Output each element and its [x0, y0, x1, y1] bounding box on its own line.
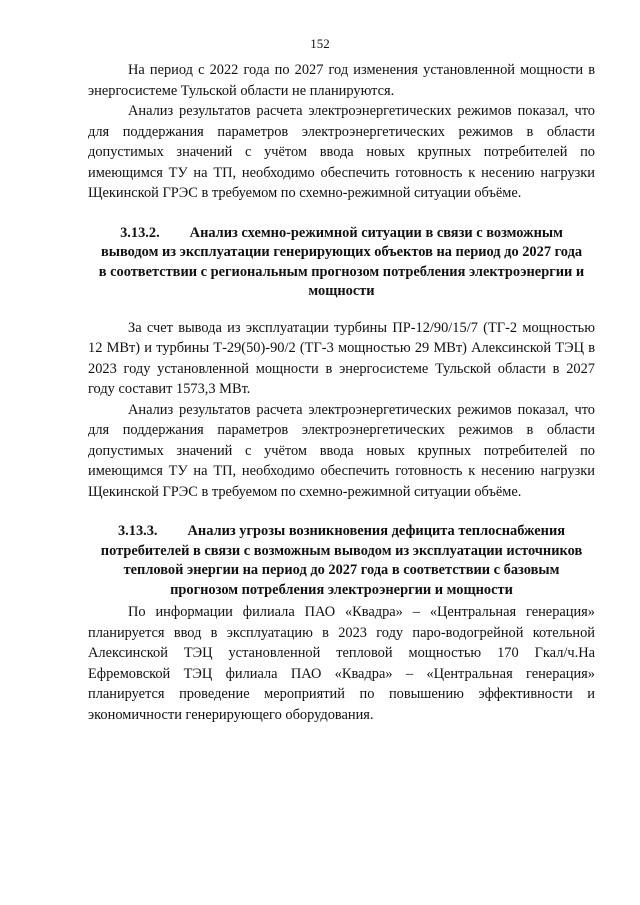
section-paragraph: За счет вывода из эксплуатации турбины ПР-12/90/15/7 (ТГ-2 мощностью 12 МВт) и турбины Т-29(50)-90/2 (ТГ-3 мощностью 29 МВт) Алексинской ТЭЦ в 2023 году установленной мощности в энергосистеме Тульской области в 2027 году составит 1573,3 МВт.: [88, 319, 595, 397]
section-heading: [88, 224, 595, 302]
section-title: Анализ угрозы возникновения дефицита теплоснабжения потребителей в связи с возможным выводом из эксплуатации источников тепловой энергии на период до 2027 года в соответствии с базовым прогнозом потребления электроэнергии и мощности: [100, 523, 583, 598]
section-3-13-2: [88, 224, 595, 503]
section-paragraph: Анализ результатов расчета электроэнергетических режимов показал, что для поддержания параметров электроэнергетических режимов в области допустимых значений с учётом ввода новых крупных потребителей по имеющимся ТУ на ТП, необходимо обеспечить готовность к несению нагрузки Щекинской ГРЭС в требуемом по схемно-режимной ситуации объёме.: [88, 401, 595, 500]
page-number: 152: [310, 36, 330, 51]
section-3-13-3: [88, 522, 595, 725]
section-number: 3.13.3.: [117, 523, 158, 539]
section-paragraph: По информации филиала ПАО «Квадра» – «Центральная генерация» планируется ввод в эксплуатацию в 2023 году паро-водогрейной котельной Алексинской ТЭЦ установленной тепловой мощностью 170 Гкал/ч.На Ефремовской ТЭЦ филиала ПАО «Квадра» – «Центральная генерация» планируется проведение мероприятий по повышению эффективности и экономичности генерирующего оборудования.: [88, 604, 595, 723]
section-title: Анализ схемно-режимной ситуации в связи с возможным выводом из эксплуатации генерирующих объектов на период до 2027 года в соответствии с региональным прогнозом потребления электроэнергии и мощности: [98, 224, 585, 299]
section-heading: [88, 522, 595, 600]
intro-paragraph: На период с 2022 года по 2027 год изменения установленной мощности в энергосистеме Тульской области не планируются.: [88, 62, 595, 99]
section-number: 3.13.2.: [120, 224, 160, 241]
page-content: [88, 60, 595, 725]
intro-paragraph: Анализ результатов расчета электроэнергетических режимов показал, что для поддержания параметров электроэнергетических режимов в области допустимых значений с учётом ввода новых крупных потребителей по имеющимся ТУ на ТП, необходимо обеспечить готовность к несению нагрузки Щекинской ГРЭС в требуемом по схемно-режимной ситуации объёме.: [88, 103, 595, 201]
